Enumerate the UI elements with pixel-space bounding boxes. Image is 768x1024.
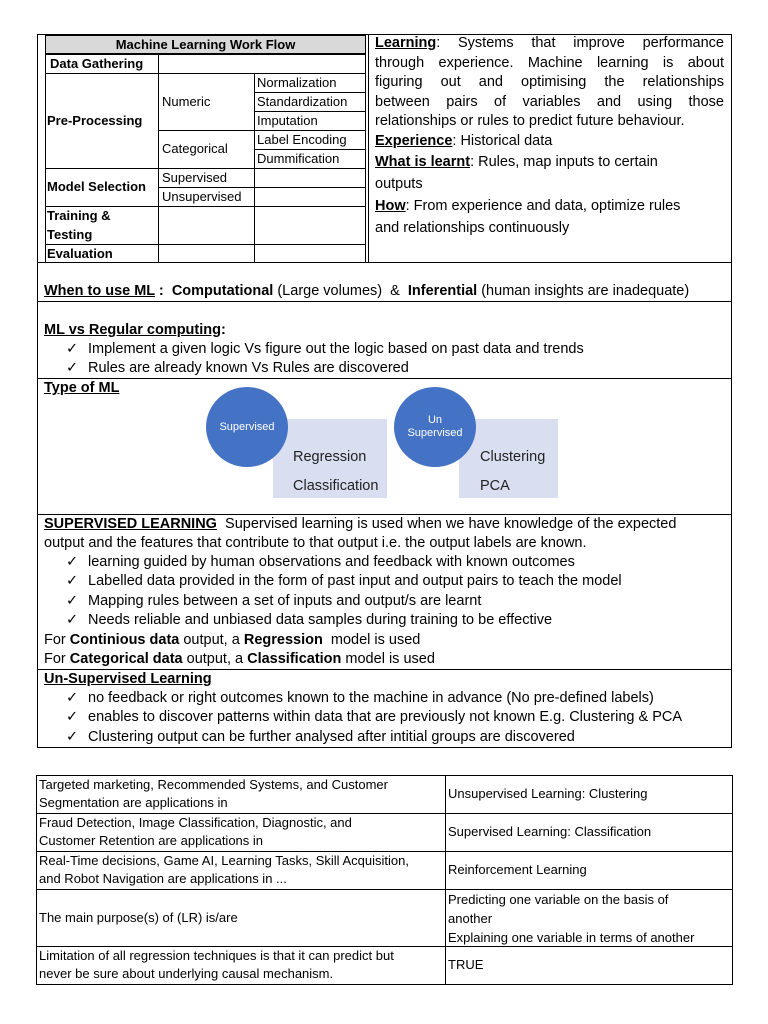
supervised-circle-label: Supervised	[219, 420, 275, 433]
list-item	[66, 708, 682, 728]
note-text: For	[44, 651, 70, 667]
unsupervised-circle-line: Un	[427, 414, 443, 426]
unsupervised-heading	[44, 670, 212, 690]
qa-question-line: Real-Time decisions, Game AI, Learning Tasks, Skill Acquisition,	[39, 853, 409, 868]
supervised-intro-2: output and the features that contribute to that output i.e. the output labels are known.	[44, 535, 587, 551]
definition-line-3: figuring out and optimising the relationships	[375, 74, 724, 90]
check-icon: ✓	[66, 573, 79, 589]
qa-answer-line: another	[448, 911, 493, 926]
list-item	[66, 359, 409, 379]
experience-label: Experience	[375, 132, 453, 149]
supervised-circle	[206, 387, 288, 467]
list-item	[66, 611, 552, 631]
computational-note: (Large volumes) &	[273, 283, 408, 299]
wf-pre-processing: Pre-Processing	[47, 113, 143, 128]
wf-training-testing: Training &	[47, 208, 111, 223]
list-item	[66, 553, 575, 573]
wf-imputation: Imputation	[257, 113, 318, 128]
qa-question-line: never be sure about underlying causal mechanism.	[39, 966, 334, 981]
list-item-text: enables to discover patterns within data that are previously not known E.g. Clustering & PCA	[88, 709, 683, 725]
qa-question-line: and Robot Navigation are applications in ...	[39, 871, 287, 886]
wf-training-testing-2: Testing	[47, 227, 93, 242]
inferential: Inferential	[407, 283, 478, 299]
inferential-note: (human insights are inadequate)	[477, 283, 690, 299]
unsupervised-circle-line: Supervised	[407, 427, 463, 439]
supervised-intro-text: Supervised learning is used when we have knowledge of the expected	[216, 516, 677, 532]
list-item	[66, 689, 654, 709]
definition-text: : Systems that improve performance	[436, 35, 724, 51]
wf-supervised: Supervised	[162, 170, 228, 185]
unsupervised-circle-label	[407, 414, 462, 440]
check-icon: ✓	[66, 709, 79, 725]
computational: Computational	[171, 283, 274, 299]
list-item-text: Labelled data provided in the form of past input and output pairs to teach the model	[88, 573, 622, 589]
list-item-text: no feedback or right outcomes known to the machine in advance (No pre-defined labels)	[88, 690, 654, 706]
ml-vs-regular-heading	[44, 321, 226, 341]
note-text: output, a	[182, 651, 248, 667]
what-line	[375, 153, 724, 173]
what-text: : Rules, map inputs to certain	[470, 154, 658, 170]
list-item	[66, 592, 481, 612]
what-label: What is learnt	[375, 154, 471, 170]
ml-vs-label: ML vs Regular computing	[44, 322, 221, 338]
grid-line	[158, 54, 159, 262]
type-of-ml-label: Type of ML	[44, 380, 120, 396]
divider	[368, 34, 369, 262]
classification-label: Classification	[293, 478, 379, 494]
list-item-text: learning guided by human observations and feedback with known outcomes	[88, 554, 575, 570]
experience-line	[375, 132, 724, 152]
qa-answer: Unsupervised Learning: Clustering	[448, 786, 648, 801]
list-item	[66, 572, 622, 592]
wf-numeric: Numeric	[162, 94, 211, 109]
what-line-2: outputs	[375, 175, 423, 192]
when-label: When to use ML	[44, 283, 155, 299]
note-bold: Continious data	[69, 632, 180, 648]
wf-standardization: Standardization	[257, 94, 348, 109]
supervised-heading: SUPERVISED LEARNING	[44, 516, 217, 532]
list-item-text: Rules are already known Vs Rules are discovered	[88, 360, 409, 376]
how-line	[375, 197, 724, 217]
qa-answer: Reinforcement Learning	[448, 862, 587, 877]
experience-text: : Historical data	[452, 132, 553, 149]
note-text: model is used	[341, 651, 435, 667]
note-bold: Classification	[247, 651, 342, 667]
regression-label: Regression	[293, 449, 367, 465]
wf-unsupervised: Unsupervised	[162, 189, 242, 204]
qa-question	[39, 947, 394, 983]
definition-line-5: relationships or rules to predict future behaviour.	[375, 113, 685, 129]
check-icon: ✓	[66, 341, 79, 357]
definition-block	[375, 34, 724, 238]
check-icon: ✓	[66, 593, 79, 609]
qa-question-line: Customer Retention are applications in	[39, 833, 264, 848]
qa-question	[39, 776, 388, 812]
qa-answer-line: Explaining one variable in terms of another	[448, 930, 695, 945]
qa-question	[39, 814, 352, 850]
check-icon: ✓	[66, 554, 79, 570]
note-bold: Categorical data	[69, 651, 183, 667]
qa-question-line: Segmentation are applications in	[39, 795, 228, 810]
list-item-text: Clustering output can be further analysed after intitial groups are discovered	[88, 729, 575, 745]
wf-data-gathering: Data Gathering	[50, 56, 144, 71]
when-colon: :	[154, 283, 172, 299]
list-item-text: Mapping rules between a set of inputs and output/s are learnt	[88, 593, 482, 609]
how-text: : From experience and data, optimize rules	[405, 198, 681, 214]
unsupervised-label: Un-Supervised Learning	[44, 671, 212, 687]
clustering-label: Clustering	[480, 449, 546, 465]
qa-answer-line: Predicting one variable on the basis of	[448, 892, 669, 907]
definition-line-1	[375, 34, 724, 54]
definition-line-2: through experience. Machine learning is about	[375, 54, 724, 71]
pca-label: PCA	[480, 478, 510, 494]
qa-question-line: Limitation of all regression techniques is that it can predict but	[39, 948, 394, 963]
list-item-text: Needs reliable and unbiased data samples during training to be effective	[88, 612, 553, 628]
ml-vs-colon: :	[220, 322, 226, 338]
qa-answer: TRUE	[448, 957, 484, 972]
note-text: output, a	[179, 632, 244, 648]
learning-label: Learning	[375, 35, 437, 51]
wf-dummification: Dummification	[257, 151, 340, 166]
how-line-2: and relationships continuously	[375, 219, 570, 236]
workflow-title: Machine Learning Work Flow	[115, 37, 296, 52]
grid-line	[45, 35, 46, 262]
qa-answer: Supervised Learning: Classification	[448, 824, 652, 839]
when-to-use-ml	[44, 282, 689, 302]
categorical-note	[44, 650, 435, 670]
list-item	[66, 340, 584, 360]
definition-line-4: between pairs of variables and using those	[375, 93, 724, 110]
check-icon: ✓	[66, 612, 79, 628]
qa-divider	[445, 775, 446, 985]
check-icon: ✓	[66, 360, 79, 376]
continuous-note	[44, 631, 420, 651]
list-item-text: Implement a given logic Vs figure out the logic based on past data and trends	[88, 341, 584, 357]
qa-question-line: Targeted marketing, Recommended Systems, and Customer	[39, 777, 388, 792]
note-bold: Regression	[243, 632, 323, 648]
type-of-ml-heading	[44, 379, 119, 399]
qa-question-line: Fraud Detection, Image Classification, Diagnostic, and	[39, 815, 352, 830]
supervised-intro	[44, 515, 676, 535]
check-icon: ✓	[66, 690, 79, 706]
wf-categorical: Categorical	[162, 141, 228, 156]
unsupervised-circle	[394, 387, 476, 467]
divider	[37, 262, 732, 263]
list-item	[66, 728, 575, 748]
qa-question	[39, 852, 409, 888]
wf-normalization: Normalization	[257, 75, 337, 90]
check-icon: ✓	[66, 729, 79, 745]
qa-question: The main purpose(s) of (LR) is/are	[39, 910, 238, 925]
wf-model-selection: Model Selection	[47, 179, 146, 194]
note-text: For	[44, 632, 70, 648]
wf-evaluation: Evaluation	[47, 246, 113, 261]
qa-answer	[448, 890, 694, 947]
note-text: model is used	[322, 632, 421, 648]
how-label: How	[375, 198, 406, 214]
wf-label-encoding: Label Encoding	[257, 132, 347, 147]
